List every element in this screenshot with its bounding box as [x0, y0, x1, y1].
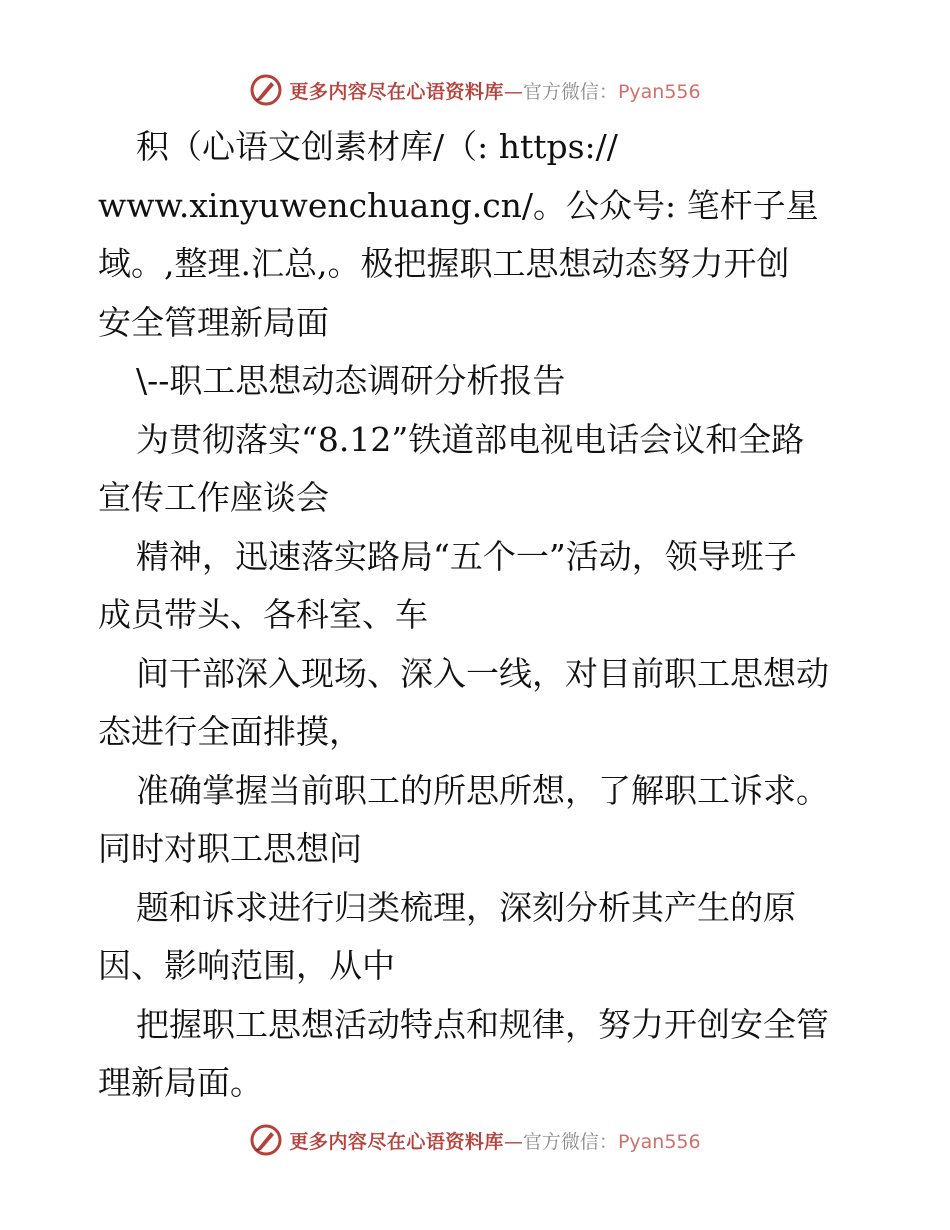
quill-seal-icon — [249, 73, 283, 107]
text-line: 题和诉求进行归类梳理，深刻分析其产生的原 — [136, 887, 796, 927]
text-line: 成员带头、各科室、车 — [98, 595, 428, 634]
text-line: 态进行全面排摸， — [98, 712, 362, 751]
text-line: 为贯彻落实“8.12”铁道部电视电话会议和全路 — [136, 419, 805, 459]
text-line: 精神，迅速落实路局“五个一”活动，领导班子 — [136, 536, 797, 576]
banner-text — [289, 77, 700, 104]
text-line: 因、影响范围，从中 — [98, 946, 395, 985]
banner-wechat-label: 官方微信： — [522, 1130, 618, 1153]
text-line: 间干部深入现场、深入一线，对目前职工思想动 — [136, 653, 829, 693]
banner-main-text: 更多内容尽在心语资料库 — [289, 1130, 504, 1153]
banner-wechat-id: Pyan556 — [617, 80, 701, 103]
banner-dash: — — [503, 80, 523, 103]
header-banner — [0, 70, 950, 110]
footer-banner-inner — [249, 1123, 700, 1157]
text-line: 同时对职工思想问 — [98, 829, 362, 868]
text-line: www.xinyuwenchuang.cn/。公众号: 笔杆子星 — [98, 185, 819, 225]
document-body — [98, 118, 868, 1113]
banner-wechat-id: Pyan556 — [617, 1130, 701, 1153]
header-banner-inner — [249, 73, 700, 107]
footer-banner — [0, 1120, 950, 1160]
text-line: 把握职工思想活动特点和规律，努力开创安全管 — [136, 1004, 829, 1044]
banner-main-text: 更多内容尽在心语资料库 — [289, 80, 504, 103]
text-line: 理新局面。 — [98, 1063, 263, 1102]
banner-text — [289, 1127, 700, 1154]
text-line: 域。,整理.汇总,。极把握职工思想动态努力开创 — [98, 244, 790, 283]
text-line: 准确掌握当前职工的所思所想，了解职工诉求。 — [136, 770, 829, 810]
text-line: \--职工思想动态调研分析报告 — [136, 361, 566, 400]
banner-wechat-label: 官方微信： — [522, 80, 618, 103]
text-line: 积（心语文创素材库/（: https:// — [136, 127, 618, 166]
text-line: 宣传工作座谈会 — [98, 478, 329, 517]
text-line: 安全管理新局面 — [98, 302, 329, 342]
quill-seal-icon — [249, 1123, 283, 1157]
banner-dash: — — [503, 1130, 523, 1153]
